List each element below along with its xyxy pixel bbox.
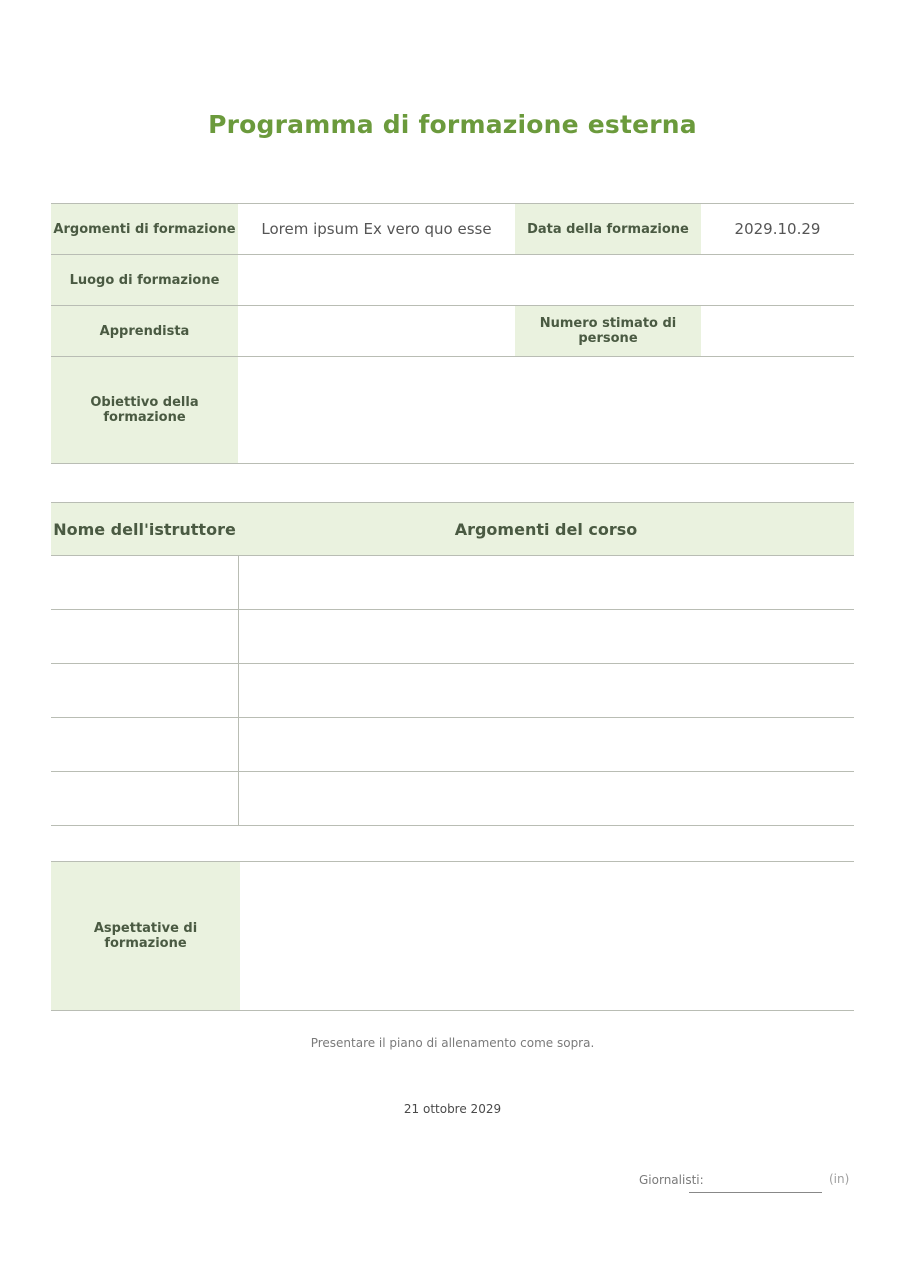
apprentice-field[interactable] — [238, 306, 515, 357]
courses-header-row — [51, 503, 854, 556]
apprentice-row — [51, 306, 854, 357]
instructor-cell[interactable] — [51, 610, 238, 664]
table-row — [51, 610, 854, 664]
signature-suffix: (in) — [829, 1172, 850, 1186]
objective-row — [51, 357, 854, 464]
table-row — [51, 556, 854, 610]
signature-label: Giornalisti: — [639, 1173, 704, 1187]
place-row — [51, 255, 854, 306]
objective-label: Obiettivo della formazione — [51, 357, 238, 464]
topics-cell[interactable] — [238, 664, 854, 718]
training-info-table — [51, 203, 854, 464]
document-date: 21 ottobre 2029 — [403, 1102, 502, 1116]
table-row — [51, 772, 854, 826]
topic-row — [51, 204, 854, 255]
instructor-column-header: Nome dell'istruttore — [51, 503, 238, 556]
objective-field[interactable] — [238, 357, 854, 464]
topic-label: Argomenti di formazione — [51, 204, 238, 255]
instructor-cell[interactable] — [51, 556, 238, 610]
submission-note: Presentare il piano di allenamento come sopra. — [310, 1036, 595, 1050]
instructor-cell[interactable] — [51, 664, 238, 718]
table-row — [51, 664, 854, 718]
place-label: Luogo di formazione — [51, 255, 238, 306]
people-field[interactable] — [701, 306, 854, 357]
expectations-field[interactable] — [240, 862, 854, 1011]
table-row — [51, 718, 854, 772]
instructor-cell[interactable] — [51, 718, 238, 772]
people-label: Numero stimato di persone — [515, 306, 701, 357]
courses-table — [51, 502, 854, 826]
page-title: Programma di formazione esterna — [208, 110, 697, 139]
topics-cell[interactable] — [238, 610, 854, 664]
apprentice-label: Apprendista — [51, 306, 238, 357]
place-field[interactable] — [238, 255, 854, 306]
expectations-label: Aspettative di formazione — [51, 862, 240, 1011]
topics-cell[interactable] — [238, 718, 854, 772]
topics-column-header: Argomenti del corso — [238, 503, 854, 556]
topic-field[interactable]: Lorem ipsum Ex vero quo esse — [238, 204, 515, 255]
topics-cell[interactable] — [238, 772, 854, 826]
date-label: Data della formazione — [515, 204, 701, 255]
topics-cell[interactable] — [238, 556, 854, 610]
date-field[interactable]: 2029.10.29 — [701, 204, 854, 255]
expectations-row — [51, 862, 854, 1011]
instructor-cell[interactable] — [51, 772, 238, 826]
expectations-table — [51, 861, 854, 1011]
signature-line[interactable] — [689, 1192, 822, 1193]
